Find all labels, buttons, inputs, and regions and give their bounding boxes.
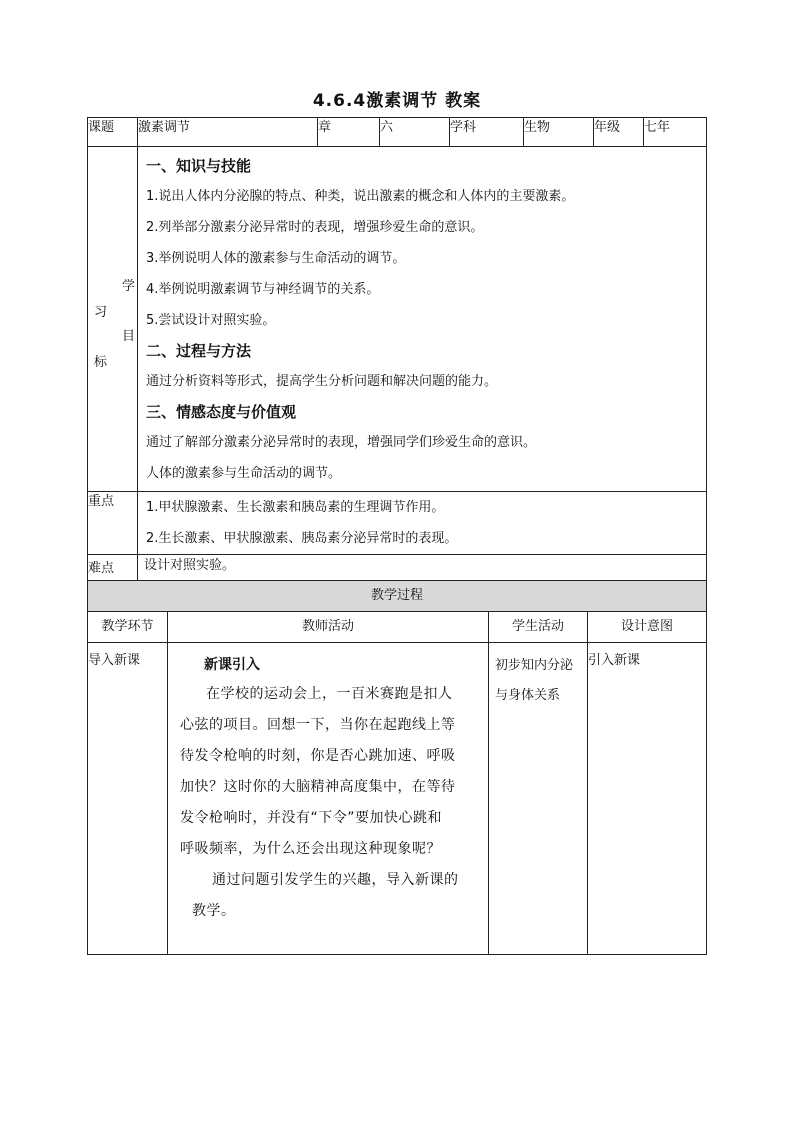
objectives-label-char: 目 [122, 329, 136, 344]
process-header: 教学过程 [88, 581, 707, 612]
document-title: 4.6.4激素调节 教案 [312, 91, 482, 111]
chapter-label: 章 [318, 118, 380, 147]
teacher-text-line: 通过问题引发学生的兴趣，导入新课的 [212, 872, 459, 888]
column-header-stage: 教学环节 [88, 612, 168, 643]
objectives-heading: 二、过程与方法 [146, 342, 252, 360]
student-activity-line: 初步知内分泌 [495, 658, 574, 673]
grade-value: 七年 [644, 118, 707, 147]
teacher-text-line: 在学校的运动会上，一百米赛跑是扣人 [206, 686, 453, 702]
teacher-activity-cell [168, 643, 489, 955]
key-points-body [138, 492, 707, 555]
difficult-points-text: 设计对照实验。 [138, 555, 707, 582]
grade-label: 年级 [594, 118, 644, 147]
teacher-text-line: 加快？这时你的大脑精神高度集中，在等待 [180, 779, 456, 795]
objective-line: 通过了解部分激素分泌异常时的表现，增强同学们珍爱生命的意识。 [146, 435, 537, 450]
objectives-label-cell [88, 147, 138, 492]
teacher-activity-title: 新课引入 [204, 657, 260, 673]
objective-line: 通过分析资料等形式，提高学生分析问题和解决问题的能力。 [146, 374, 498, 389]
column-header-teacher: 教师活动 [168, 612, 489, 643]
column-header-intent: 设计意图 [588, 612, 707, 643]
teacher-text-line: 教学。 [192, 903, 236, 919]
key-point-line: 2.生长激素、甲状腺激素、胰岛素分泌异常时的表现。 [146, 531, 458, 546]
teacher-text-line: 呼吸频率，为什么还会出现这种现象呢？ [180, 841, 441, 857]
key-points-label: 重点 [88, 492, 138, 555]
teaching-process-table [87, 580, 707, 955]
objectives-label-char: 学 [122, 279, 136, 294]
course-label: 课题 [88, 118, 138, 147]
objectives-label-char: 标 [94, 355, 108, 370]
objective-line: 4.举例说明激素调节与神经调节的关系。 [146, 282, 380, 297]
student-activity-line: 与身体关系 [495, 688, 561, 703]
objective-line: 5.尝试设计对照实验。 [146, 313, 276, 328]
objective-line: 3.举例说明人体的激素参与生命活动的调节。 [146, 251, 406, 266]
objectives-label-char: 习 [94, 305, 108, 320]
subject-value: 生物 [524, 118, 594, 147]
subject-label: 学科 [450, 118, 524, 147]
student-activity-cell [489, 643, 588, 955]
objective-line: 2.列举部分激素分泌异常时的表现，增强珍爱生命的意识。 [146, 220, 484, 235]
table-row [88, 643, 707, 955]
objective-line: 人体的激素参与生命活动的调节。 [146, 466, 342, 481]
design-intent-cell: 引入新课 [588, 643, 707, 955]
column-header-student: 学生活动 [489, 612, 588, 643]
teacher-text-line: 心弦的项目。回想一下，当你在起跑线上等 [180, 717, 456, 733]
objectives-heading: 三、情感态度与价值观 [146, 403, 297, 421]
chapter-value: 六 [380, 118, 450, 147]
objective-line: 1.说出人体内分泌腺的特点、种类，说出激素的概念和人体内的主要激素。 [146, 189, 575, 204]
course-value: 激素调节 [138, 118, 318, 147]
key-point-line: 1.甲状腺激素、生长激素和胰岛素的生理调节作用。 [146, 500, 445, 515]
difficult-points-label: 难点 [88, 555, 138, 582]
objectives-body [138, 147, 707, 492]
stage-cell: 导入新课 [88, 643, 168, 955]
lesson-info-table [87, 117, 707, 582]
teacher-text-line: 待发令枪响的时刻，你是否心跳加速、呼吸 [180, 748, 456, 764]
teacher-text-line: 发令枪响时，并没有“下令”要加快心跳和 [180, 810, 443, 826]
objectives-heading: 一、知识与技能 [146, 157, 252, 175]
